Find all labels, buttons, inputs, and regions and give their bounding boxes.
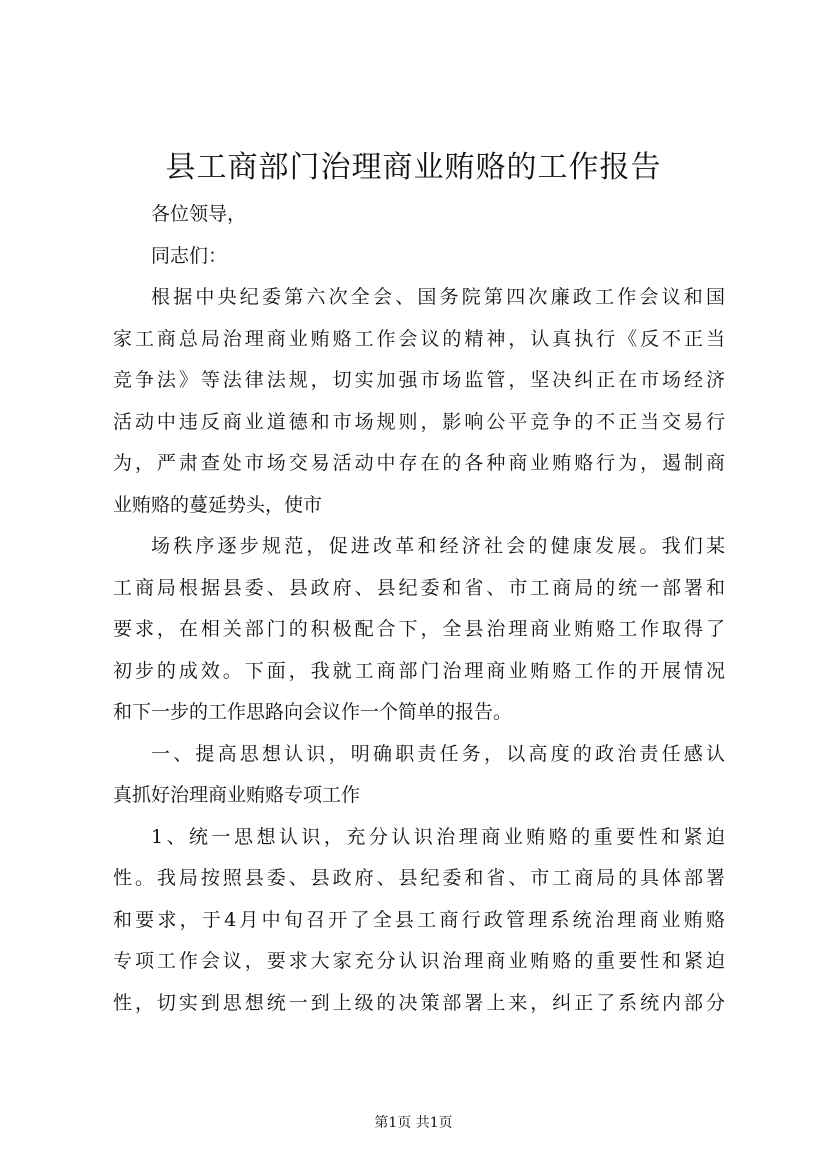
text-line: 业贿赂的蔓延势头，使市 — [113, 493, 323, 516]
text-line: 为，严肃查处市场交易活动中存在的各种商业贿赂行为，遏制商 — [113, 452, 725, 474]
page-footer: 第1页 共1页 — [374, 1115, 453, 1131]
text-line: 性。我局按照县委、县政府、县纪委和省、市工商局的具体部署 — [113, 867, 725, 889]
text-line: 根据中央纪委第六次全会、国务院第四次廉政工作会议和国 — [151, 286, 725, 308]
text-line: 同志们： — [151, 244, 228, 267]
document-title: 县工商部门治理商业贿赂的工作报告 — [165, 150, 662, 185]
text-line: 场秩序逐步规范，促进改革和经济社会的健康发展。我们某 — [151, 535, 725, 557]
text-line: 要求，在相关部门的积极配合下，全县治理商业贿赂工作取得了 — [113, 618, 725, 640]
text-line: 竞争法》等法律法规，切实加强市场监管，坚决纠正在市场经济 — [113, 369, 725, 391]
document-body — [113, 194, 725, 1024]
text-line: 真抓好治理商业贿赂专项工作 — [113, 784, 361, 806]
text-line: 活动中违反商业道德和市场规则，影响公平竞争的不正当交易行 — [113, 410, 725, 433]
text-line: 专项工作会议，要求大家充分认识治理商业贿赂的重要性和紧迫 — [113, 950, 725, 972]
text-line: 工商局根据县委、县政府、县纪委和省、市工商局的统一部署和 — [113, 576, 725, 599]
text-line: 性，切实到思想统一到上级的决策部署上来，纠正了系统内部分 — [113, 991, 725, 1014]
text-line: 各位领导， — [151, 203, 247, 225]
text-line: 一、提高思想认识，明确职责任务，以高度的政治责任感认 — [151, 742, 725, 765]
text-line: 1、统一思想认识，充分认识治理商业贿赂的重要性和紧迫 — [151, 825, 725, 848]
text-line: 初步的成效。下面，我就工商部门治理商业贿赂工作的开展情况 — [113, 659, 725, 682]
text-line: 和下一步的工作思路向会议作一个简单的报告。 — [113, 701, 513, 723]
text-line: 和要求，于4月中旬召开了全县工商行政管理系统治理商业贿赂 — [113, 908, 725, 931]
text-line: 家工商总局治理商业贿赂工作会议的精神，认真执行《反不正当 — [113, 327, 725, 350]
